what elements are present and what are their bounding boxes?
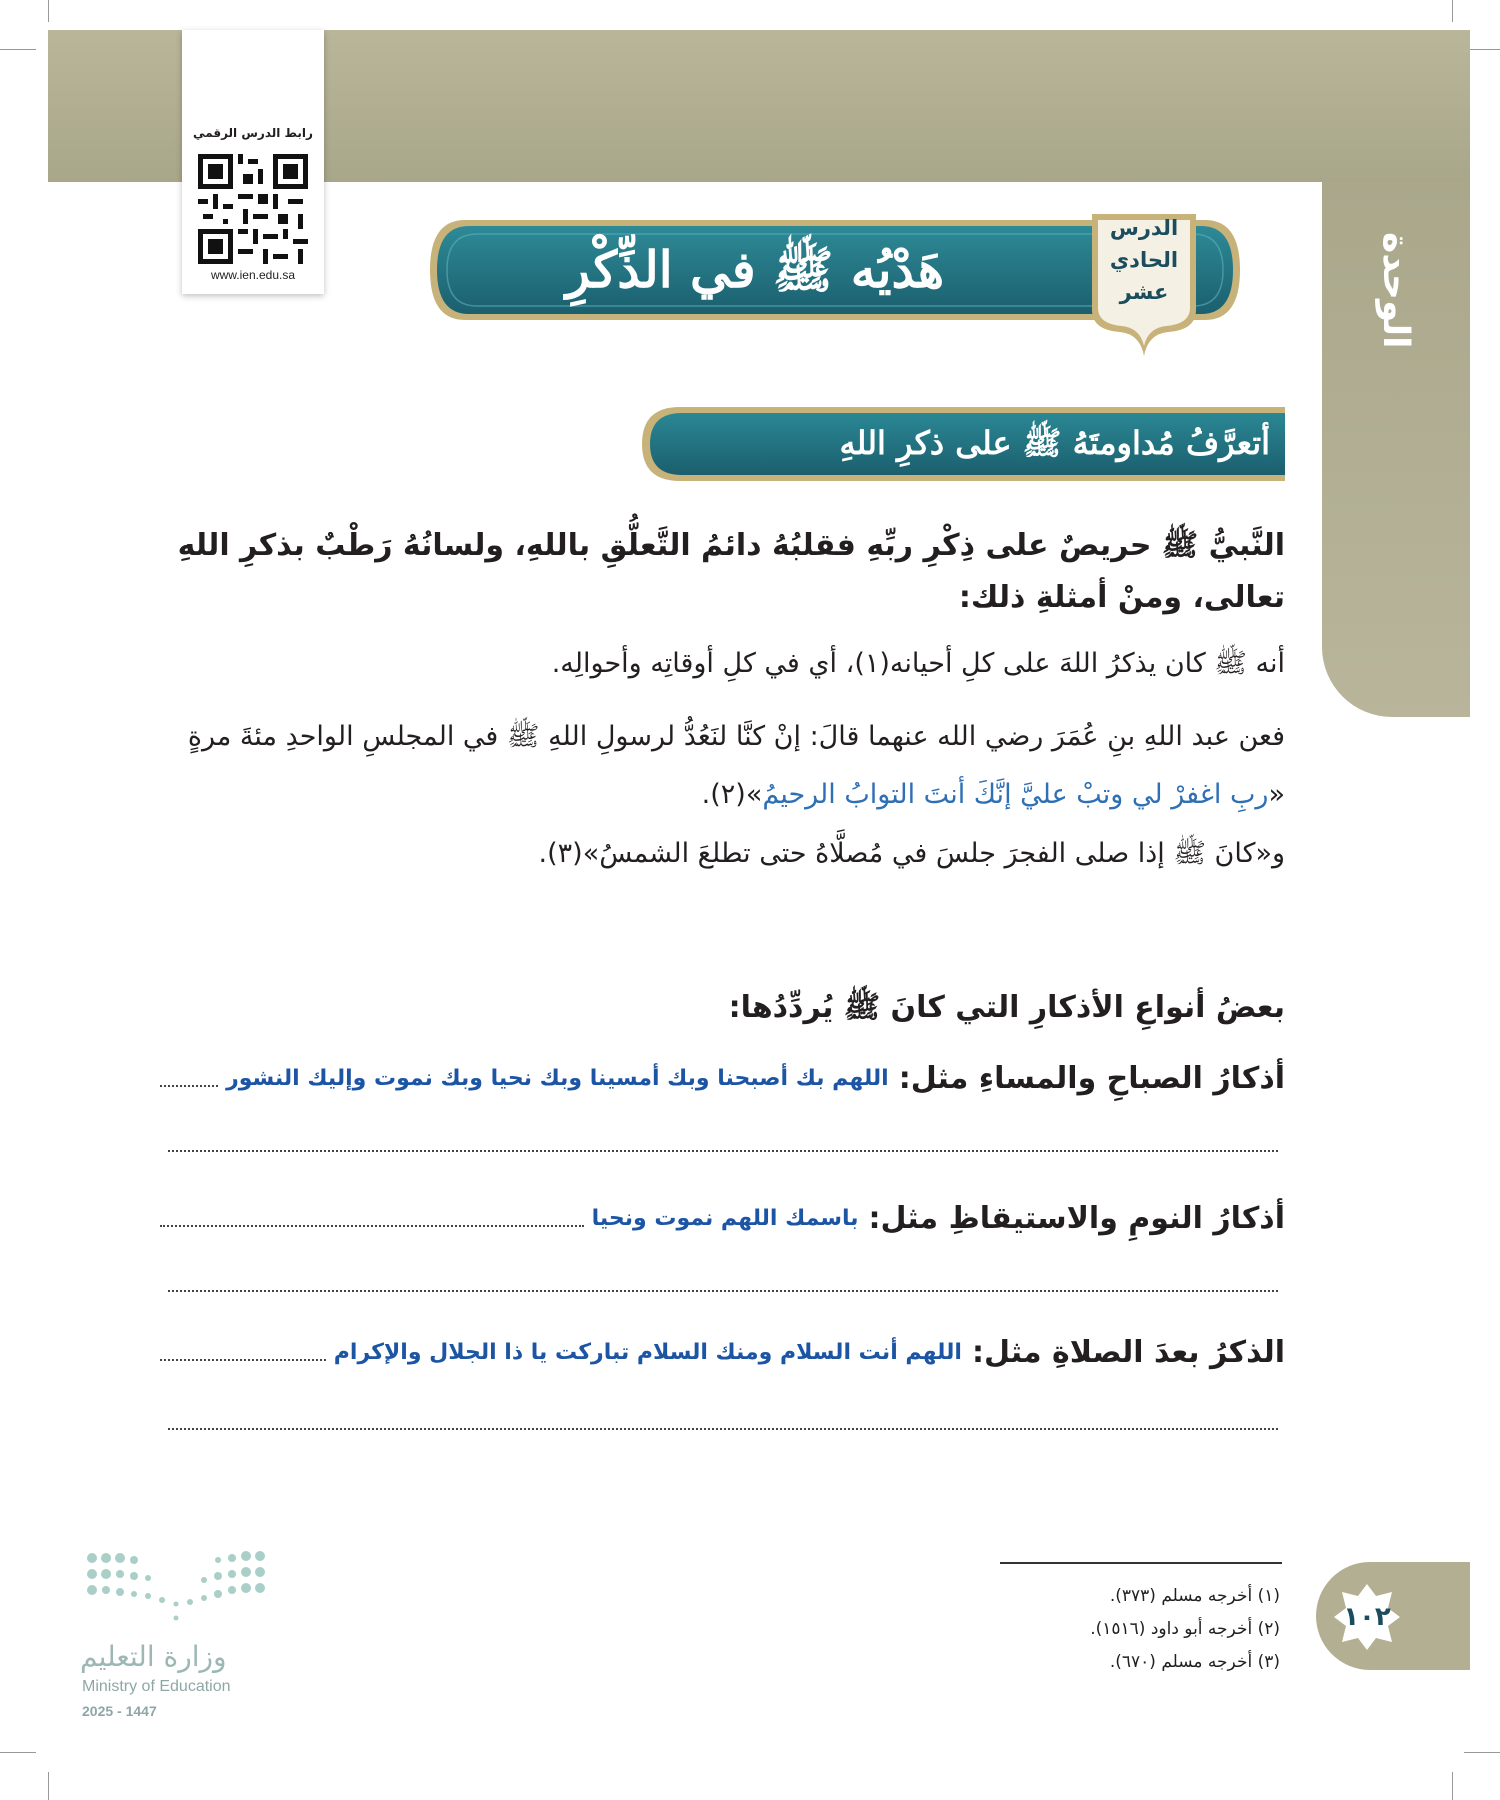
narration-text: فعن عبد اللهِ بنِ عُمَرَ رضي الله عنهما قالَ: إنْ كنَّا لنَعُدُّ لرسولِ اللهِ ﷺ في المجلسِ الواحدِ مئةَ مرةٍ «: [187, 721, 1285, 810]
qr-label: رابط الدرس الرقمي: [193, 126, 313, 140]
ministry-name-arabic: وزارة التعليم: [80, 1640, 227, 1673]
lesson-badge-line: عشر: [1119, 280, 1169, 304]
answer-line[interactable]: [168, 1290, 1278, 1292]
exercise-row: [160, 1327, 1285, 1377]
lesson-number-label: [1090, 212, 1198, 308]
exercise-label: الذكرُ بعدَ الصلاةِ مثل:: [971, 1334, 1285, 1370]
crop-mark: [48, 1772, 49, 1800]
exercise-answer[interactable]: باسمك اللهم نموت ونحيا: [591, 1205, 859, 1231]
qr-card[interactable]: [182, 30, 324, 294]
citation-mark: »(٢).: [701, 779, 763, 810]
qr-code-icon[interactable]: [198, 154, 308, 264]
exercise-answer[interactable]: اللهم أنت السلام ومنك السلام تباركت يا ذا الجلال والإكرام: [333, 1339, 962, 1365]
example-paragraph-3: و«كانَ ﷺ إذا صلى الفجرَ جلسَ في مُصلَّاهُ حتى تطلعَ الشمسُ»(٣).: [538, 838, 1285, 869]
answer-line[interactable]: [160, 1343, 326, 1361]
footnote-item: (٣) أخرجه مسلم (٦٧٠).: [1109, 1652, 1280, 1672]
footnote-item: (٢) أخرجه أبو داود (١٥١٦).: [1090, 1619, 1280, 1639]
lesson-badge-line: الحادي: [1109, 248, 1179, 272]
crop-mark: [0, 49, 36, 50]
example-paragraph-1: أنه ﷺ كان يذكرُ اللهَ على كلِ أحيانه(١)، أي في كلِ أوقاتِه وأحوالِه.: [551, 648, 1285, 679]
ministry-logo-icon: [82, 1548, 272, 1628]
answer-line[interactable]: [160, 1209, 584, 1227]
edition-year: 2025 - 1447: [82, 1703, 157, 1719]
footnote-divider: [1000, 1562, 1282, 1564]
section-heading: أتعرَّفُ مُداومتَهُ ﷺ على ذكرِ اللهِ: [839, 424, 1270, 462]
footnotes: [940, 1580, 1280, 1679]
crop-mark: [1464, 1752, 1500, 1753]
answer-line[interactable]: [168, 1150, 1278, 1152]
exercise-label: أذكارُ الصباحِ والمساءِ مثل:: [898, 1060, 1285, 1096]
page-number: ١٠٢: [1343, 1602, 1391, 1632]
hadith-quote: ربِ اغفرْ لي وتبْ عليَّ إنَّكَ أنتَ التوابُ الرحيمُ: [762, 779, 1269, 810]
answer-line[interactable]: [168, 1428, 1278, 1430]
footnote-item: (١) أخرجه مسلم (٣٧٣).: [1109, 1586, 1280, 1606]
crop-mark: [1452, 1772, 1453, 1800]
qr-url[interactable]: www.ien.edu.sa: [210, 268, 296, 282]
answer-line[interactable]: [160, 1069, 218, 1087]
crop-mark: [48, 0, 49, 22]
lesson-badge-line: الدرس: [1109, 216, 1179, 240]
crop-mark: [1452, 0, 1453, 22]
exercise-row: [160, 1193, 1285, 1243]
unit-label: الوحدة الخامسة: [1265, 216, 1416, 364]
lesson-title: هَدْيُه ﷺ في الذِّكْرِ: [565, 240, 945, 299]
intro-paragraph: النَّبيُّ ﷺ حريصٌ على ذِكْرِ ربِّهِ فقلبُهُ دائمُ التَّعلُّقِ باللهِ، ولسانُهُ رَطْبٌ بذكرِ اللهِ تعالى، ومنْ أمثلةِ ذلك:: [177, 528, 1285, 615]
kinds-heading: بعضُ أنواعِ الأذكارِ التي كانَ ﷺ يُردِّدُها:: [728, 990, 1285, 1025]
exercise-row: [160, 1053, 1285, 1103]
exercise-label: أذكارُ النومِ والاستيقاظِ مثل:: [868, 1200, 1285, 1236]
ministry-name-english: Ministry of Education: [82, 1678, 231, 1695]
example-paragraph-2: [160, 708, 1285, 824]
exercise-answer[interactable]: اللهم بك أصبحنا وبك أمسينا وبك نحيا وبك نموت وإليك النشور: [226, 1065, 889, 1091]
crop-mark: [0, 1752, 36, 1753]
